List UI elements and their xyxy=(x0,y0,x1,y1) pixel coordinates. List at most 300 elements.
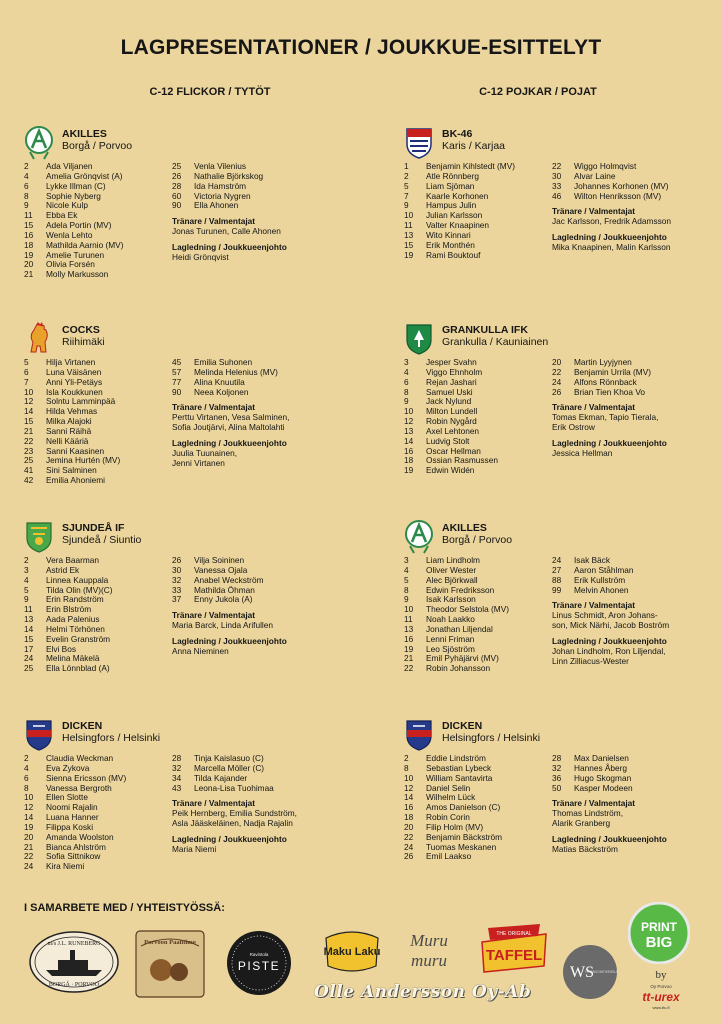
player-number: 8 xyxy=(404,584,409,595)
player-name: Astrid Ek xyxy=(46,564,80,575)
player-number: 18 xyxy=(24,239,34,250)
player-name: Helmi Törhönen xyxy=(46,623,105,634)
player-number: 22 xyxy=(552,161,562,171)
olle-text: Olle Andersson Oy-Ab xyxy=(314,982,532,1002)
player-number: 26 xyxy=(552,386,562,397)
player-row xyxy=(404,466,554,476)
player-row xyxy=(24,476,174,486)
team-city: Riihimäki xyxy=(62,336,105,348)
dicken-crest-icon xyxy=(24,718,54,752)
player-name: Aada Palenius xyxy=(46,614,100,625)
player-column-2 xyxy=(552,556,722,666)
player-name: Anabel Weckström xyxy=(194,574,264,585)
team-name: SJUNDEÅ IF xyxy=(62,522,125,534)
printbig-line1: PRINT xyxy=(641,920,677,934)
player-number: 24 xyxy=(24,861,34,872)
team-header xyxy=(24,322,344,360)
manager-names: Mika Knaapinen, Malin Karlsson xyxy=(552,241,671,252)
player-number: 90 xyxy=(172,386,182,397)
player-name: Alfons Rönnback xyxy=(574,376,637,387)
player-number: 4 xyxy=(24,170,29,181)
player-column-1 xyxy=(24,358,174,486)
player-column-1 xyxy=(24,162,174,280)
player-name: Noomi Rajalin xyxy=(46,802,98,813)
player-name: Erik Kullström xyxy=(574,574,626,585)
team-header xyxy=(24,520,344,558)
murumuru-logo xyxy=(396,926,462,981)
cocks-rooster-icon xyxy=(24,322,54,356)
player-number: 10 xyxy=(404,604,414,615)
player-number: 42 xyxy=(24,475,34,486)
team-header xyxy=(24,126,344,164)
player-name: Amelie Turunen xyxy=(46,249,105,260)
player-name: Kira Niemi xyxy=(46,861,85,872)
player-number: 26 xyxy=(172,170,182,181)
player-name: Oliver Wester xyxy=(426,564,477,575)
coach-label: Tränare / Valmentajat xyxy=(552,600,636,611)
player-number: 16 xyxy=(404,445,414,456)
player-name: Hannes Åberg xyxy=(574,762,628,773)
player-name: Amos Danielson (C) xyxy=(426,802,501,813)
coach-names: Asla Jääskeläinen, Nadja Rajalin xyxy=(172,818,293,829)
manager-label: Lagledning / Joukkueenjohto xyxy=(552,833,667,844)
player-row xyxy=(404,664,554,674)
team-block xyxy=(404,322,722,476)
player-number: 22 xyxy=(404,831,414,842)
player-number: 24 xyxy=(552,555,562,565)
player-name: Vera Baarman xyxy=(46,555,100,565)
player-number: 32 xyxy=(172,574,182,585)
player-name: Tilda Olin (MV)(C) xyxy=(46,584,113,595)
player-number: 28 xyxy=(172,753,182,763)
coach-names: Erik Ostrow xyxy=(552,422,595,433)
player-row xyxy=(24,862,174,872)
player-name: Erik Monthén xyxy=(426,239,475,250)
player-number: 11 xyxy=(404,614,413,625)
player-number: 2 xyxy=(24,753,29,763)
player-number: 24 xyxy=(24,653,34,664)
player-name: Molly Markusson xyxy=(46,269,109,280)
player-name: Wiggo Holmqvist xyxy=(574,161,637,171)
printbig-logo xyxy=(628,902,690,969)
player-number: 21 xyxy=(24,425,34,436)
player-number: 10 xyxy=(404,210,414,221)
player-name: Ludvig Stolt xyxy=(426,435,470,446)
team-name: DICKEN xyxy=(442,720,483,732)
player-name: Alec Björkwall xyxy=(426,574,478,585)
sponsors-heading: I SAMARBETE MED / YHTEISTYÖSSÄ: xyxy=(24,902,225,914)
coach-label: Tränare / Valmentajat xyxy=(172,610,256,621)
player-name: Oscar Hellman xyxy=(426,445,481,456)
player-number: 23 xyxy=(24,445,34,456)
player-number: 22 xyxy=(24,851,34,862)
player-number: 4 xyxy=(404,564,409,575)
taffel-small: THE ORIGINAL xyxy=(496,931,532,937)
manager-names: Juulia Tuunainen, xyxy=(172,447,238,458)
player-column-2 xyxy=(172,358,344,468)
player-name: Samuel Uski xyxy=(426,386,473,397)
player-number: 77 xyxy=(172,376,182,387)
coach-names: Thomas Lindström, xyxy=(552,808,624,819)
coach-label: Tränare / Valmentajat xyxy=(172,798,256,809)
player-number: 26 xyxy=(404,851,414,862)
player-name: Emil Pyhäjärvi (MV) xyxy=(426,653,499,664)
player-column-2 xyxy=(172,754,344,855)
player-column-1 xyxy=(404,754,554,862)
player-name: Vanessa Ojala xyxy=(194,564,248,575)
player-name: Melina Mäkelä xyxy=(46,653,100,664)
dicken-crest-icon xyxy=(404,718,434,752)
player-name: Nicole Kulp xyxy=(46,200,88,211)
player-name: Olivia Forsén xyxy=(46,259,95,270)
manager-label: Lagledning / Joukkueenjohto xyxy=(172,437,287,448)
player-number: 99 xyxy=(552,584,562,595)
piste-logo xyxy=(226,930,292,1001)
player-name: Max Danielsen xyxy=(574,753,629,763)
player-number: 15 xyxy=(24,633,34,644)
player-name: Luna Väisänen xyxy=(46,366,102,377)
girls-heading: C-12 FLICKOR / TYTÖT xyxy=(149,86,271,98)
player-number: 10 xyxy=(404,406,414,417)
coach-label: Tränare / Valmentajat xyxy=(552,206,636,217)
player-name: Robin Nygård xyxy=(426,416,477,427)
player-number: 4 xyxy=(24,574,29,585)
player-row xyxy=(552,784,722,794)
player-number: 9 xyxy=(404,396,409,407)
player-name: Liam Sjöman xyxy=(426,180,475,191)
player-name: Edwin Fredriksson xyxy=(426,584,495,595)
runeberg-line2: BORGÅ · PORVOO xyxy=(48,982,100,988)
player-column-2 xyxy=(552,754,722,855)
player-name: Mathilda Aarnio (MV) xyxy=(46,239,124,250)
player-number: 41 xyxy=(24,465,34,476)
manager-label: Lagledning / Joukkueenjohto xyxy=(552,232,667,243)
player-name: Venla Vilenius xyxy=(194,161,246,171)
player-number: 43 xyxy=(172,782,182,793)
player-number: 15 xyxy=(404,239,414,250)
player-number: 16 xyxy=(404,633,414,644)
player-number: 18 xyxy=(404,455,414,466)
player-name: Tinja Kaislasuo (C) xyxy=(194,753,264,763)
team-header xyxy=(24,718,344,756)
player-name: Tuomas Meskanen xyxy=(426,841,497,852)
manager-names: Heidi Grönqvist xyxy=(172,251,229,262)
player-number: 12 xyxy=(404,782,414,793)
player-name: Robin Corin xyxy=(426,812,470,823)
player-number: 8 xyxy=(404,762,409,773)
makulaku-logo xyxy=(322,926,382,981)
player-number: 14 xyxy=(24,406,34,417)
player-number: 9 xyxy=(404,200,409,211)
player-name: Milton Lundell xyxy=(426,406,478,417)
player-number: 25 xyxy=(24,455,34,466)
player-number: 13 xyxy=(24,614,34,625)
player-column-2 xyxy=(172,556,344,657)
player-number: 32 xyxy=(172,762,182,773)
player-number: 20 xyxy=(24,259,34,270)
player-number: 3 xyxy=(404,357,409,367)
player-number: 11 xyxy=(24,210,33,221)
akilles-crest-icon xyxy=(24,126,54,160)
player-name: Brian Tien Khoa Vo xyxy=(574,386,646,397)
player-column-2 xyxy=(172,162,344,263)
player-column-1 xyxy=(404,556,554,674)
team-name: DICKEN xyxy=(62,720,103,732)
ws-logo xyxy=(562,944,618,1005)
player-name: Ossian Rasmussen xyxy=(426,455,498,466)
coach-label: Tränare / Valmentajat xyxy=(172,402,256,413)
player-number: 20 xyxy=(552,357,562,367)
player-name: Liam Lindholm xyxy=(426,555,480,565)
player-number: 18 xyxy=(404,812,414,823)
page-title: LAGPRESENTATIONER / JOUKKUE-ESITTELYT xyxy=(120,36,602,59)
player-number: 34 xyxy=(172,772,182,783)
player-number: 5 xyxy=(24,357,29,367)
player-row xyxy=(404,251,554,261)
player-number: 11 xyxy=(24,604,33,615)
player-name: Isla Koukkunen xyxy=(46,386,103,397)
player-number: 24 xyxy=(552,376,562,387)
player-row xyxy=(552,192,722,202)
player-number: 14 xyxy=(24,812,34,823)
printbig-line2: BIG xyxy=(645,934,673,951)
piste-small: Ravintola xyxy=(249,952,269,957)
player-name: Kasper Modeen xyxy=(574,782,633,793)
player-number: 13 xyxy=(404,425,414,436)
player-name: Erin Randström xyxy=(46,594,104,605)
player-name: Melinda Helenius (MV) xyxy=(194,366,278,377)
player-name: Sophie Nyberg xyxy=(46,190,101,201)
player-number: 45 xyxy=(172,357,182,367)
team-block xyxy=(404,126,722,260)
player-number: 9 xyxy=(24,594,29,605)
player-number: 2 xyxy=(24,555,29,565)
player-name: Wilhelm Lück xyxy=(426,792,476,803)
player-number: 26 xyxy=(172,555,182,565)
player-number: 3 xyxy=(404,555,409,565)
player-column-1 xyxy=(404,358,554,476)
player-name: Hampus Julin xyxy=(426,200,477,211)
manager-label: Lagledning / Joukkueenjohto xyxy=(172,635,287,646)
player-number: 6 xyxy=(24,366,29,377)
manager-label: Lagledning / Joukkueenjohto xyxy=(172,241,287,252)
player-name: Leona-Lisa Tuohimaa xyxy=(194,782,274,793)
player-number: 19 xyxy=(404,465,414,476)
player-number: 8 xyxy=(404,386,409,397)
olle-logo xyxy=(314,982,534,1012)
player-name: Emil Laakso xyxy=(426,851,472,862)
coach-names: Maria Barck, Linda Arifullen xyxy=(172,620,273,631)
player-name: Noah Laakko xyxy=(426,614,475,625)
player-number: 13 xyxy=(404,229,414,240)
player-name: Mathilda Öhman xyxy=(194,584,255,595)
player-name: Sini Salminen xyxy=(46,465,97,476)
ws-text: WS xyxy=(570,964,594,981)
player-name: Aaron Ståhlman xyxy=(574,564,634,575)
player-number: 33 xyxy=(172,584,182,595)
akilles-crest-icon xyxy=(404,520,434,554)
player-name: Viggo Ehnholm xyxy=(426,366,483,377)
player-name: Wenla Lehto xyxy=(46,229,93,240)
player-name: Ella Ahonen xyxy=(194,200,239,211)
player-name: Claudia Weckman xyxy=(46,753,114,763)
player-number: 28 xyxy=(552,753,562,763)
player-number: 10 xyxy=(404,772,414,783)
player-name: Benjamin Kihlstedt (MV) xyxy=(426,161,515,171)
player-name: Ebba Ek xyxy=(46,210,78,221)
manager-names: Jessica Hellman xyxy=(552,447,613,458)
player-number: 12 xyxy=(404,416,414,427)
player-name: Hugo Skogman xyxy=(574,772,632,783)
player-name: Vilja Soininen xyxy=(194,555,245,565)
player-number: 4 xyxy=(404,366,409,377)
player-number: 19 xyxy=(24,249,34,260)
player-name: Sofia Sittnikow xyxy=(46,851,101,862)
coach-names: Alarik Granberg xyxy=(552,818,611,829)
player-row xyxy=(172,201,344,211)
player-name: Isak Bäck xyxy=(574,555,610,565)
player-name: Amelia Grönqvist (A) xyxy=(46,170,123,181)
player-name: Erin Blström xyxy=(46,604,92,615)
player-number: 5 xyxy=(24,584,29,595)
manager-label: Lagledning / Joukkueenjohto xyxy=(172,833,287,844)
player-name: Bianca Ahlström xyxy=(46,841,106,852)
player-number: 15 xyxy=(24,220,34,231)
player-number: 11 xyxy=(404,220,413,231)
player-number: 1 xyxy=(404,161,409,171)
player-column-1 xyxy=(404,162,554,260)
paahtimo-logo xyxy=(135,930,205,1003)
player-name: Enny Jukola (A) xyxy=(194,594,253,605)
player-number: 2 xyxy=(24,161,29,171)
player-row xyxy=(24,664,174,674)
team-name: COCKS xyxy=(62,324,100,336)
manager-names: Maria Niemi xyxy=(172,843,217,854)
player-number: 14 xyxy=(404,435,414,446)
player-name: Benjamin Bäckström xyxy=(426,831,503,842)
player-row xyxy=(172,784,344,794)
team-city: Sjundeå / Siuntio xyxy=(62,534,142,546)
player-number: 88 xyxy=(552,574,562,585)
player-name: Atle Rönnberg xyxy=(426,170,480,181)
player-name: Valter Knaapinen xyxy=(426,220,490,231)
player-name: Nelli Kääriä xyxy=(46,435,89,446)
player-number: 22 xyxy=(24,435,34,446)
runeberg-logo xyxy=(28,930,120,999)
player-number: 90 xyxy=(172,200,182,211)
team-name: AKILLES xyxy=(442,522,487,534)
team-city: Helsingfors / Helsinki xyxy=(62,732,161,744)
ttu-small: Oy Porvoo xyxy=(650,984,672,989)
sjundea-crest-icon xyxy=(24,520,54,554)
player-row xyxy=(172,595,344,605)
player-name: Ella Lönnblad (A) xyxy=(46,663,110,674)
player-number: 33 xyxy=(552,180,562,191)
player-name: Robin Johansson xyxy=(426,663,491,674)
player-name: Amanda Woolston xyxy=(46,831,114,842)
player-column-1 xyxy=(24,754,174,872)
team-name: BK-46 xyxy=(442,128,473,140)
player-name: Benjamin Urrila (MV) xyxy=(574,366,651,377)
coach-label: Tränare / Valmentajat xyxy=(552,798,636,809)
player-number: 22 xyxy=(404,663,414,674)
player-name: Kaarle Korhonen xyxy=(426,190,489,201)
player-name: Alvar Laine xyxy=(574,170,616,181)
team-block xyxy=(24,520,344,674)
player-number: 17 xyxy=(24,643,34,654)
player-number: 16 xyxy=(404,802,414,813)
player-number: 9 xyxy=(24,200,29,211)
player-number: 5 xyxy=(404,574,409,585)
manager-names: Anna Nieminen xyxy=(172,645,229,656)
player-number: 7 xyxy=(24,376,29,387)
player-column-2 xyxy=(552,162,722,253)
player-name: Solntu Lamminpää xyxy=(46,396,116,407)
player-name: Eddie Lindström xyxy=(426,753,486,763)
player-number: 14 xyxy=(24,623,34,634)
team-header xyxy=(404,126,722,164)
coach-names: son, Mick Närhi, Jacob Boström xyxy=(552,620,670,631)
player-number: 3 xyxy=(24,564,29,575)
makulaku-text: Maku Laku xyxy=(323,946,381,958)
player-name: William Santavirta xyxy=(426,772,493,783)
player-number: 22 xyxy=(552,366,562,377)
player-number: 9 xyxy=(404,594,409,605)
player-row xyxy=(404,852,554,862)
player-number: 6 xyxy=(24,180,29,191)
player-number: 28 xyxy=(172,180,182,191)
player-name: Lykke Illman (C) xyxy=(46,180,106,191)
player-name: Nathalie Björkskog xyxy=(194,170,264,181)
player-name: Anni Yli-Petäys xyxy=(46,376,103,387)
bk46-crest-icon xyxy=(404,126,434,160)
runeberg-line1: m/s J.L. RUNEBERG xyxy=(47,941,101,947)
player-name: Emilia Suhonen xyxy=(194,357,253,367)
taffel-logo xyxy=(478,922,550,983)
player-name: Jemina Hurtén (MV) xyxy=(46,455,121,466)
player-name: Ada Viljanen xyxy=(46,161,93,171)
coach-names: Jac Karlsson, Fredrik Adamsson xyxy=(552,216,671,227)
manager-label: Lagledning / Joukkueenjohto xyxy=(552,635,667,646)
ttu-by: by xyxy=(655,969,667,981)
player-name: Leo Sjöström xyxy=(426,643,475,654)
player-name: Rejan Jashari xyxy=(426,376,477,387)
player-number: 30 xyxy=(172,564,182,575)
manager-names: Matias Bäckström xyxy=(552,843,618,854)
player-name: Melvin Ahonen xyxy=(574,584,629,595)
player-number: 2 xyxy=(404,753,409,763)
player-number: 21 xyxy=(24,841,34,852)
coach-label: Tränare / Valmentajat xyxy=(552,402,636,413)
team-block xyxy=(24,126,344,280)
player-number: 32 xyxy=(552,762,562,773)
team-block xyxy=(404,718,722,862)
player-number: 6 xyxy=(404,376,409,387)
player-name: Jesper Svahn xyxy=(426,357,477,367)
player-number: 8 xyxy=(24,782,29,793)
player-number: 12 xyxy=(24,802,34,813)
player-number: 50 xyxy=(552,782,562,793)
player-name: Julian Karlsson xyxy=(426,210,483,221)
player-name: Tilda Kajander xyxy=(194,772,248,783)
grankulla-crest-icon xyxy=(404,322,434,356)
coach-names: Perttu Virtanen, Vesa Salminen, xyxy=(172,412,290,423)
player-number: 19 xyxy=(404,643,414,654)
player-number: 20 xyxy=(404,821,414,832)
player-name: Milka Alajoki xyxy=(46,416,92,427)
player-number: 13 xyxy=(404,623,414,634)
player-number: 30 xyxy=(552,170,562,181)
